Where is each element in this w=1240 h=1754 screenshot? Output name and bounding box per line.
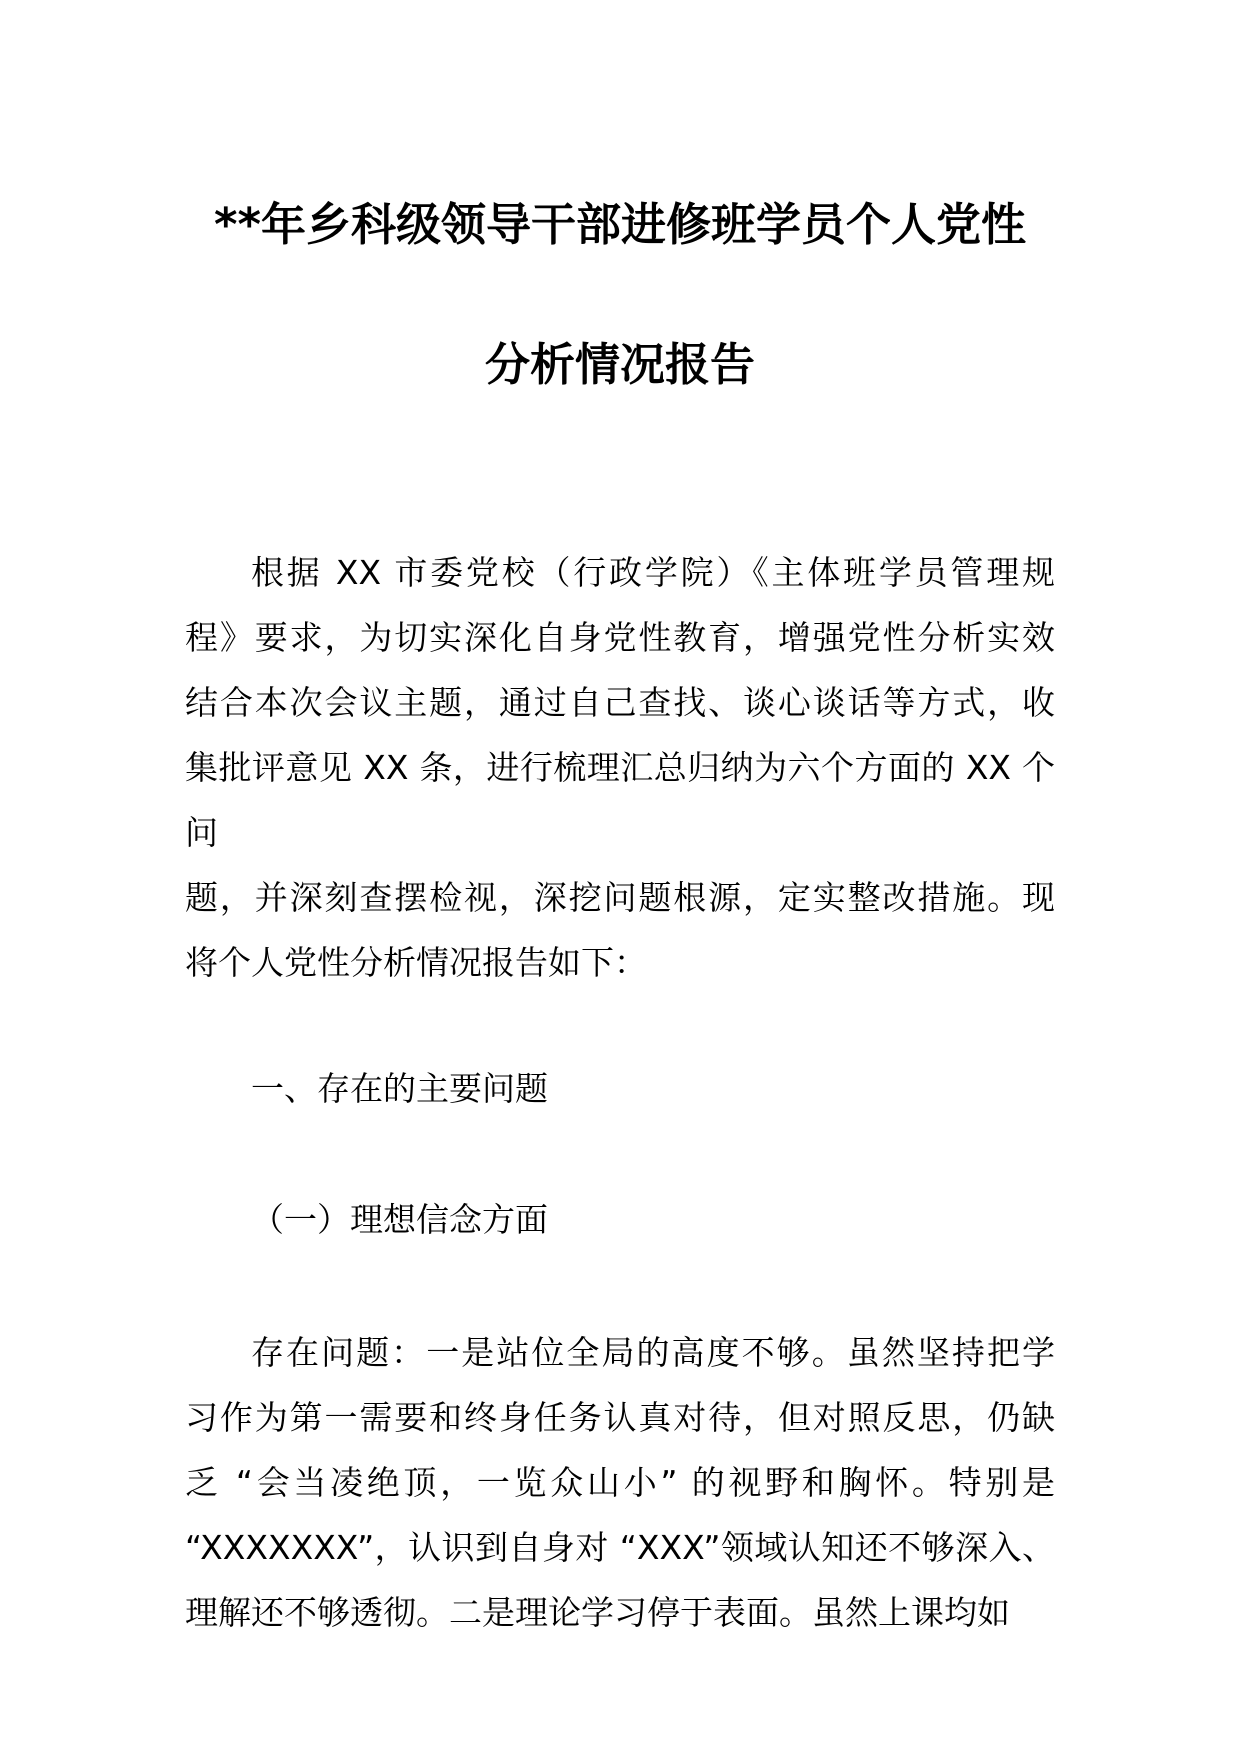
title-line-2: 分析情况报告: [484, 338, 755, 391]
intro-line: 题，并深刻查摆检视，深挖问题根源，定实整改措施。现: [185, 878, 1055, 917]
title-line-1: **年乡科级领导干部进修班学员个人党性: [213, 198, 1027, 251]
body-line: 理解还不够透彻。二是理论学习停于表面。虽然上课均如: [185, 1593, 1010, 1632]
intro-line: 程》要求，为切实深化自身党性教育，增强党性分析实效: [185, 618, 1055, 657]
body-line: 习作为第一需要和终身任务认真对待，但对照反思，仍缺: [185, 1398, 1055, 1437]
document-content: [0, 155, 1240, 1645]
intro-line: 集批评意见 XX 条，进行梳理汇总归纳为六个方面的 XX 个问: [185, 748, 1055, 852]
intro-line: 将个人党性分析情况报告如下：: [185, 943, 647, 982]
intro-line: 结合本次会议主题，通过自己查找、谈心谈话等方式，收: [185, 683, 1055, 722]
intro-paragraph: [185, 540, 1055, 995]
body-line: 存在问题：一是站位全局的高度不够。虽然坚持把学: [251, 1333, 1055, 1372]
body-paragraph: [185, 1320, 1055, 1645]
document-title: [185, 155, 1055, 435]
body-line: 乏 “会当凌绝顶，一览众山小” 的视野和胸怀。特别是: [185, 1463, 1055, 1502]
section-heading-main-problems: 一、存在的主要问题: [251, 1069, 548, 1108]
body-line: “XXXXXXX”，认识到自身对 “XXX”领域认知还不够深入、: [185, 1528, 1055, 1567]
intro-line: 根据 XX 市委党校（行政学院）《主体班学员管理规: [251, 553, 1055, 592]
subsection-heading-ideals-beliefs: （一）理想信念方面: [251, 1200, 548, 1239]
